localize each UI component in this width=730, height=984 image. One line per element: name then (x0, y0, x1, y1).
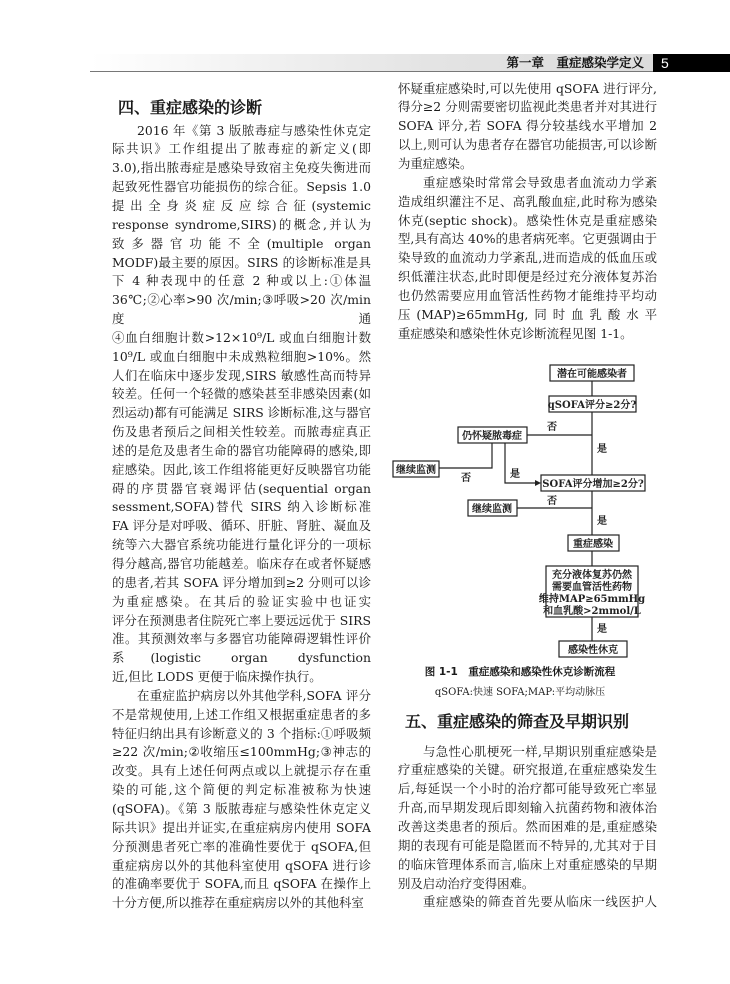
text-line: 得分越高,器官功能越差。临床存在或者怀疑感 (112, 556, 371, 571)
text-line: ④血白细胞计数>12×10⁹/L 或血白细胞计数 (112, 329, 371, 345)
text-line: 3.0),指出脓毒症是感染导致宿主免疫失衡进而 (112, 160, 371, 176)
text-line: 36℃;②心率>90 次/min;③呼吸>20 次/min (112, 292, 371, 308)
node-monitor2-label: 继续监测 (472, 504, 512, 515)
label-no: 否 (547, 496, 557, 507)
chapter-title: 第一章 重症感染学定义 (506, 55, 644, 70)
node-criteria-line: 充分液体复苏仍然 (552, 570, 632, 581)
node-shock-label: 感染性休克 (568, 645, 618, 656)
label-no: 否 (547, 422, 557, 433)
text-line: 与急性心肌梗死一样,早期识别重症感染是 (423, 743, 657, 759)
text-line: 后,每延误一个小时的治疗都可能导致死亡率显 (398, 781, 657, 797)
text-line: 为重症感染。 (398, 155, 473, 171)
label-yes: 是 (597, 624, 607, 635)
text-line: 的患者,若其 SOFA 评分增加到≥2 分则可以诊 (112, 574, 371, 590)
text-line: 2016 年《第 3 版脓毒症与感染性休克定 (137, 122, 371, 138)
text-line: 系(logistic organ dysfunction (112, 650, 371, 666)
text-line: 怀疑重症感染时,可以先使用 qSOFA 进行评分, (398, 80, 657, 96)
text-line: 改变。具有上述任何两点或以上就提示存在重 (112, 763, 371, 779)
text-line: 起致死性器官功能损伤的综合征。Sepsis 1.0 (112, 179, 371, 195)
text-line: 为重症感染。在其后的验证实验中也证实 (112, 593, 371, 609)
text-line: 准。其预测效率与多器官功能障碍逻辑性评价 (112, 631, 371, 647)
section-heading-5: 五、重症感染的筛查及早期识别 (405, 712, 630, 731)
text-line: FA 评分是对呼吸、循环、肝脏、肾脏、凝血及 (112, 518, 371, 534)
text-line: 烈运动)都有可能满足 SIRS 诊断标准,这与器官 (112, 405, 371, 421)
text-line: 碍的序贯器官衰竭评估(sequential organ (112, 480, 371, 496)
text-line: 的临床管理体系而言,临床上对重症感染的早期 (398, 856, 657, 872)
text-line: (qSOFA)。《第 3 版脓毒症与感染性休克定义 (112, 800, 371, 816)
text-line: 期的表现有可能是隐匿而不特异的,尤其对于目 (398, 837, 657, 853)
text-line: 升高,而早期发现后即刻输入抗菌药物和液体治 (398, 800, 657, 816)
section-heading-4: 四、重症感染的诊断 (118, 98, 263, 117)
text-line: 10⁹/L 或血白细胞中未成熟粒细胞>10%。然 (112, 348, 371, 364)
label-yes: 是 (597, 444, 607, 455)
text-line: 重症感染和感染性休克诊断流程见图 1-1。 (398, 325, 633, 341)
text-line: 症感染。因此,该工作组将能更好反映器官功能 (112, 461, 371, 477)
text-line: 型,具有高达 40%的患者病死率。它更强调由于 (398, 231, 657, 247)
node-qsofa-label: qSOFA评分≥2分? (547, 400, 637, 411)
node-criteria-line: 和血乳酸>2mmol/L (543, 606, 641, 617)
text-line: 统等六大器官系统功能进行量化评分的一项标 (112, 537, 371, 553)
label-no: 否 (461, 473, 471, 484)
figure-note: qSOFA:快速 SOFA;MAP:平均动脉压 (434, 687, 606, 698)
text-line: 近,但比 LODS 更便于临床操作执行。 (112, 669, 322, 685)
label-yes: 是 (597, 516, 607, 527)
figure-caption: 图 1-1 重症感染和感染性休克诊断流程 (424, 666, 616, 678)
text-line: ≥22 次/min;②收缩压≤100mmHg;③神志的 (112, 744, 371, 760)
text-line: 织低灌注状态,此时即便是经过充分液体复苏治 (398, 269, 657, 285)
text-line: 疗重症感染的关键。研究报道,在重症感染发生 (398, 762, 657, 778)
text-line: 别及启动治疗变得困难。 (398, 875, 535, 891)
node-criteria-line: 维持MAP≥65mmHg (538, 594, 646, 605)
text-line: 十分方便,所以推荐在重症病房以外的其他科室 (112, 895, 364, 911)
text-line: sessment,SOFA)替代 SIRS 纳入诊断标准 (112, 499, 371, 515)
text-line: 人们在临床中逐步发现,SIRS 敏感性高而特异 (112, 367, 371, 383)
text-line: SOFA 评分,若 SOFA 得分较基线水平增加 2 (398, 118, 657, 134)
arrow-head (535, 480, 541, 486)
text-line: 染的可能,这个简便的判定标准被称为快速 (112, 782, 371, 798)
page-number: 5 (653, 54, 730, 72)
text-line: 造成组织灌注不足、高乳酸血症,此时称为感染 (398, 193, 657, 209)
node-suspect-label: 仍怀疑脓毒症 (462, 431, 522, 442)
node-criteria-line: 需要血管活性药物 (552, 582, 632, 593)
text-line: 述的是危及患者生命的器官功能障碍的感染,即 (112, 442, 371, 458)
text-line: 较差。任何一个轻微的感染甚至非感染因素(如 (112, 386, 371, 402)
label-yes: 是 (510, 469, 520, 480)
text-line: 际共识》提出并证实,在重症病房内使用 SOFA (112, 819, 371, 835)
text-line: 下 4 种表现中的任意 2 种或以上:①体温 (112, 273, 371, 289)
node-sofa-label: SOFA评分增加≥2分? (542, 479, 644, 490)
text-line: MODF)最主要的原因。SIRS 的诊断标准是具 (112, 254, 371, 270)
text-line: 际共识》工作组提出了脓毒症的新定义(即 (112, 141, 371, 157)
text-line: 以上,则可认为患者存在器官功能损害,可以诊断 (398, 137, 657, 153)
text-line: 评分在预测患者住院死亡率上要远远优于 SIRS (112, 612, 371, 628)
right-column-text-2 (398, 743, 657, 913)
text-line: 得分≥2 分则需要密切监视此类患者并对其进行 (398, 99, 657, 115)
text-line: 染导致的血流动力学紊乱,进而造成的低血压或 (398, 250, 657, 266)
text-line: 特征归纳出具有诊断意义的 3 个指标:①呼吸频 (112, 725, 371, 741)
text-line: 重症感染时常常会导致患者血流动力学紊 (423, 174, 657, 190)
text-line: 也仍然需要应用血管活性药物才能维持平均动 (398, 287, 657, 303)
text-line: response syndrome,SIRS)的概念,并认为 (112, 216, 371, 232)
text-line: 提出全身炎症反应综合征(systemic (112, 197, 371, 213)
text-line: 重症病房以外的其他科室使用 qSOFA 进行诊 (112, 857, 371, 873)
text-line: 重症感染的筛查首先要从临床一线医护人 (423, 894, 657, 910)
text-line: 在重症监护病房以外其他学科,SOFA 评分 (137, 687, 371, 703)
text-line: 休克(septic shock)。感染性休克是重症感染 (398, 212, 657, 228)
node-sepsis-label: 重症感染 (573, 539, 613, 550)
text-line: 伤及患者预后之间相关性较差。而脓毒症真正 (112, 424, 371, 440)
text-line: 不是常规使用,上述工作组又根据重症患者的多 (112, 706, 371, 722)
text-line: 的准确率要优于 SOFA,而且 qSOFA 在操作上 (112, 876, 371, 892)
text-line: 改善这类患者的预后。然而困难的是,重症感染 (398, 818, 657, 834)
text-line: 致多器官功能不全(multiple organ (112, 235, 371, 251)
text-line: 度通 (112, 311, 371, 327)
text-line: 分预测患者死亡率的准确性要优于 qSOFA,但 (112, 838, 371, 854)
node-monitor1-label: 继续监测 (396, 465, 436, 476)
text-line: 压(MAP)≥65mmHg,同时血乳酸水平 (398, 306, 657, 322)
node-start-label: 潜在可能感染者 (557, 369, 627, 380)
